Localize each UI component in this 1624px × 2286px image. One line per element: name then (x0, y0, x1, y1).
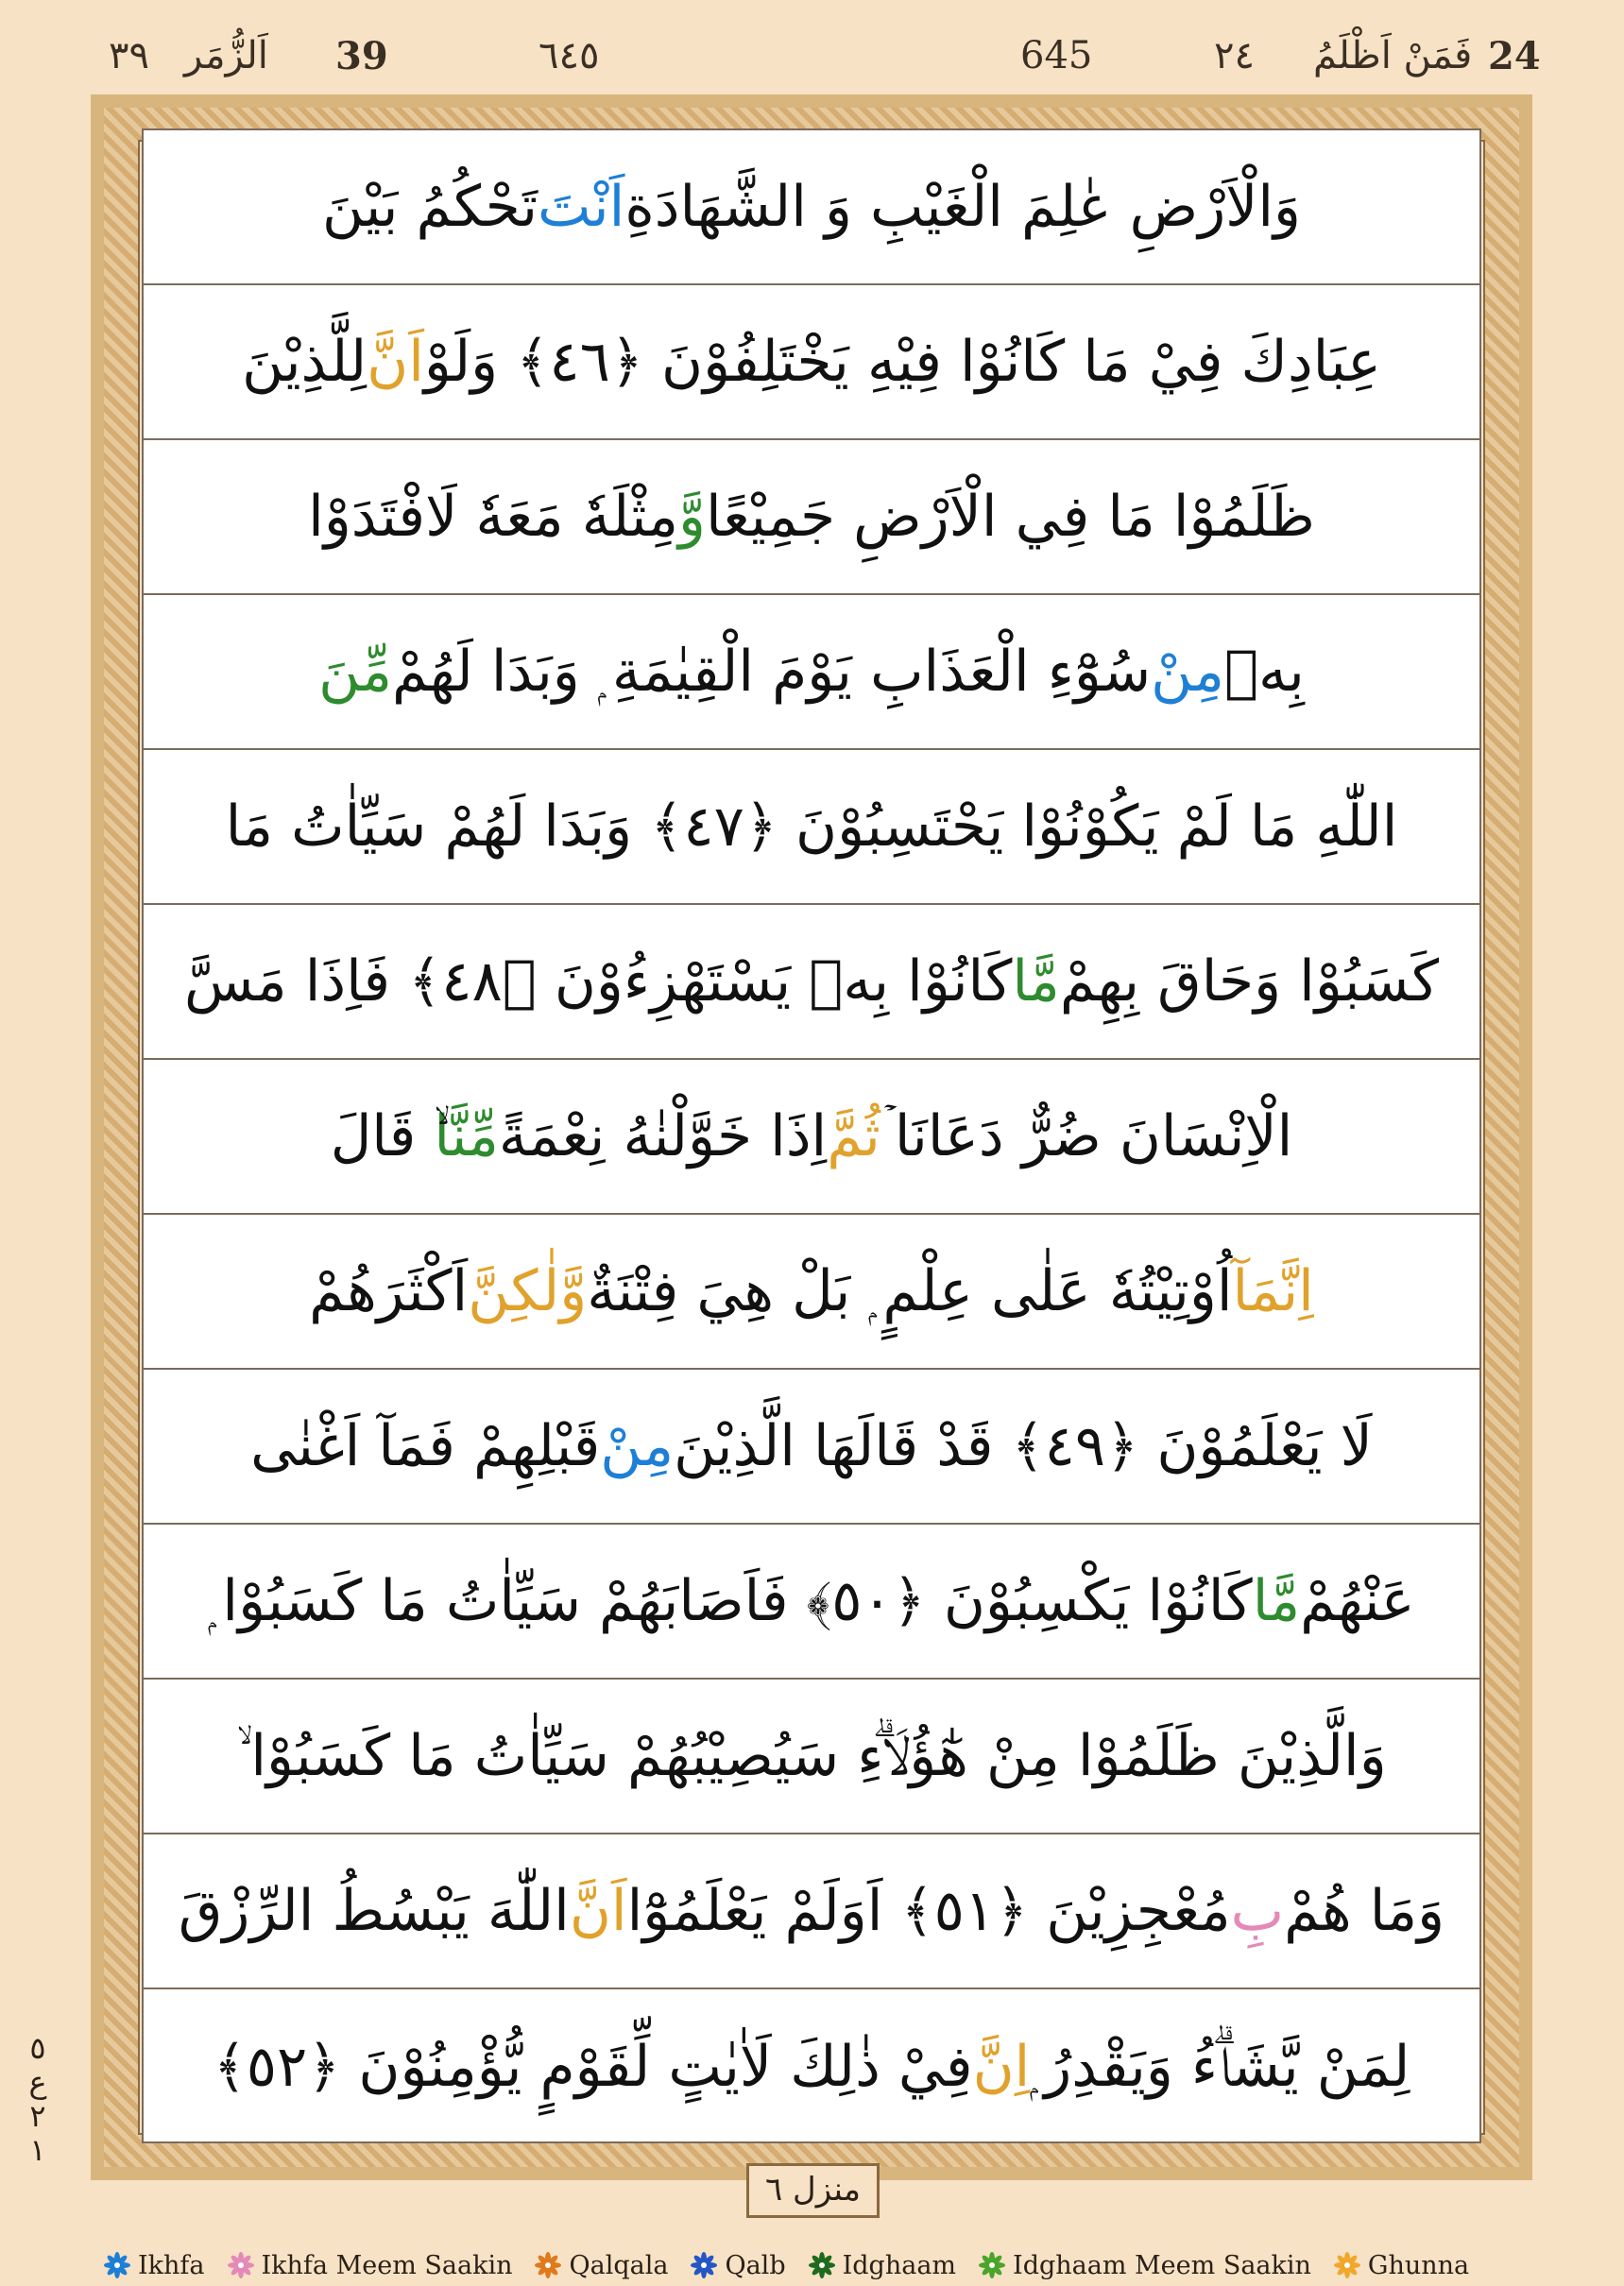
verse-segment: اَكْثَرَهُمْ (309, 1258, 469, 1324)
verse-line (144, 1525, 1479, 1680)
verse-segment: وَالَّذِيْنَ ظَلَمُوْا مِنْ هٰٓؤُلَاۗءِ سَيُصِيْبُهُمْ سَيِّاٰتُ مَا كَسَبُوْا ۙ (236, 1723, 1387, 1789)
verse-segment: مِّنَ (318, 639, 392, 705)
verse-segment: اَنْتَ (538, 174, 625, 240)
verse-segment: عِبَادِكَ فِيْ مَا كَانُوْا فِيْهِ يَخْتَلِفُوْنَ ﴿٤٦﴾ وَلَوْ (423, 329, 1381, 395)
asterisk-icon (228, 2252, 254, 2278)
surah-number-arabic: ٣٩ (109, 34, 149, 77)
verse-segment: لِلَّذِيْنَ (242, 329, 368, 395)
verse-segment: مُعْجِزِيْنَ ﴿٥١﴾ اَوَلَمْ يَعْلَمُوْٓا (626, 1878, 1231, 1944)
verse-segment: كَانُوْا يَكْسِبُوْنَ ﴿٥٠﴾ فَاَصَابَهُمْ سَيِّاٰتُ مَا كَسَبُوْا ۭ (208, 1568, 1253, 1634)
para-number-arabic: ٢٤ (1214, 34, 1255, 77)
verse-segment: ظَلَمُوْا مَا فِي الْاَرْضِ جَمِيْعًا (705, 484, 1315, 550)
tajweed-legend (104, 2244, 1469, 2286)
verse-line (144, 905, 1479, 1060)
verse-segment: الْاِنْسَانَ ضُرٌّ دَعَانَا ۡ (880, 1103, 1293, 1169)
asterisk-icon (104, 2252, 130, 2278)
verse-segment: بِهٖ (1223, 639, 1305, 705)
ruku-marker-part: ٢ (29, 2098, 46, 2134)
asterisk-icon (535, 2252, 561, 2278)
page-header (0, 28, 1624, 85)
legend-item (535, 2251, 668, 2280)
verse-segment: عَنْهُمْ (1300, 1568, 1415, 1634)
verse-line (144, 1370, 1479, 1525)
page-number-arabic: ٦٤٥ (538, 34, 600, 77)
legend-label: Qalqala (569, 2250, 669, 2280)
verse-segment: مِنْ (1151, 639, 1224, 705)
verse-segment: لِمَنْ يَّشَاۗءُ وَيَقْدِرُ ۭ (1030, 2034, 1410, 2100)
verse-segment: مَّا (1012, 948, 1060, 1015)
page-number: 645 (1020, 34, 1093, 77)
ruku-marker-part: ٥ (29, 2030, 46, 2066)
verse-segment: مِّنَّا (434, 1103, 499, 1169)
verse-line (144, 130, 1479, 285)
verse-line (144, 285, 1479, 440)
verse-segment: ۙ قَالَ (330, 1103, 435, 1169)
verse-segment: سُوْٓءِ الْعَذَابِ يَوْمَ الْقِيٰمَةِ ۭ وَبَدَا لَهُمْ (391, 639, 1152, 705)
verse-segment: بِ (1230, 1878, 1285, 1944)
legend-label: Qalb (725, 2250, 786, 2280)
verse-segment: اَنَّ (367, 329, 424, 395)
surah-name: اَلزُّمَر (184, 34, 268, 77)
legend-item (104, 2251, 205, 2280)
verse-segment: مِثْلَهٗ مَعَهٗ لَافْتَدَوْا (308, 484, 678, 550)
ruku-marker (9, 2030, 66, 2168)
verse-segment: اُوْتِيْتُهٗ عَلٰى عِلْمٍ ۭ بَلْ هِيَ فِتْنَةٌ (587, 1258, 1233, 1324)
verse-line (144, 1989, 1479, 2144)
para-number: 24 (1488, 34, 1541, 78)
verse-segment: وَّلٰكِنَّ (468, 1258, 588, 1324)
verse-segment: لَا يَعْلَمُوْنَ ﴿٤٩﴾ قَدْ قَالَهَا الَّذِيْنَ (674, 1413, 1373, 1479)
manzil-label: منزل ٦ (746, 2163, 880, 2218)
verse-segment: اللّٰهِ مَا لَمْ يَكُوْنُوْا يَحْتَسِبُوْنَ ﴿٤٧﴾ وَبَدَا لَهُمْ سَيِّاٰتُ مَا (225, 793, 1398, 860)
verse-line (144, 1680, 1479, 1834)
legend-label: Idghaam Meem Saakin (1013, 2250, 1311, 2280)
verse-line (144, 440, 1479, 595)
verse-line (144, 1060, 1479, 1215)
asterisk-icon (1334, 2252, 1360, 2278)
quran-text-panel (142, 128, 1481, 2143)
verse-segment: وَمَا هُمْ (1284, 1878, 1445, 1944)
ruku-marker-part: ع (28, 2064, 47, 2100)
legend-label: Ikhfa (138, 2250, 205, 2280)
asterisk-icon (979, 2252, 1005, 2278)
verse-line (144, 1834, 1479, 1989)
verse-segment: ثُمَّ (827, 1103, 880, 1169)
verse-segment: اَنَّ (569, 1878, 627, 1944)
legend-item (691, 2251, 785, 2280)
verse-segment: مِنْ (600, 1413, 675, 1479)
legend-item (1334, 2251, 1469, 2280)
legend-item (979, 2251, 1311, 2280)
surah-number: 39 (335, 34, 388, 78)
verse-segment: تَحْكُمُ بَيْنَ (321, 174, 538, 240)
verse-segment: اللّٰهَ يَبْسُطُ الرِّزْقَ (178, 1878, 570, 1944)
verse-segment: مَّا (1252, 1568, 1301, 1634)
verse-segment: اِذَا خَوَّلْنٰهُ نِعْمَةً (498, 1103, 828, 1169)
ruku-marker-part: ١ (29, 2132, 46, 2168)
para-name: فَمَنْ اَظْلَمُ (1313, 34, 1473, 77)
verse-line (144, 750, 1479, 905)
asterisk-icon (691, 2252, 717, 2278)
legend-item (228, 2251, 513, 2280)
legend-label: Idghaam (842, 2250, 957, 2280)
asterisk-icon (809, 2252, 835, 2278)
verse-segment: فِيْ ذٰلِكَ لَاٰيٰتٍ لِّقَوْمٍ يُّؤْمِنُوْنَ ﴿٥٢﴾ (213, 2034, 973, 2100)
legend-label: Ikhfa Meem Saakin (261, 2250, 513, 2280)
legend-item (809, 2251, 956, 2280)
legend-label: Ghunna (1367, 2250, 1470, 2280)
verse-segment: اِنَّ (972, 2034, 1031, 2100)
verse-line (144, 1215, 1479, 1370)
verse-segment: اِنَّمَآ (1232, 1258, 1314, 1324)
verse-segment: قَبْلِهِمْ فَمَآ اَغْنٰى (250, 1413, 601, 1479)
verse-segment: وَّ (677, 484, 706, 550)
verse-segment: كَسَبُوْا وَحَاقَ بِهِمْ (1059, 948, 1440, 1015)
verse-segment: كَانُوْا بِهٖ يَسْتَهْزِءُوْنَ ﴿٤٨﴾ فَاِذَا مَسَّ (183, 948, 1013, 1015)
verse-segment: وَالْاَرْضِ عٰلِمَ الْغَيْبِ وَ الشَّهَادَةِ (624, 174, 1302, 240)
verse-line (144, 595, 1479, 750)
